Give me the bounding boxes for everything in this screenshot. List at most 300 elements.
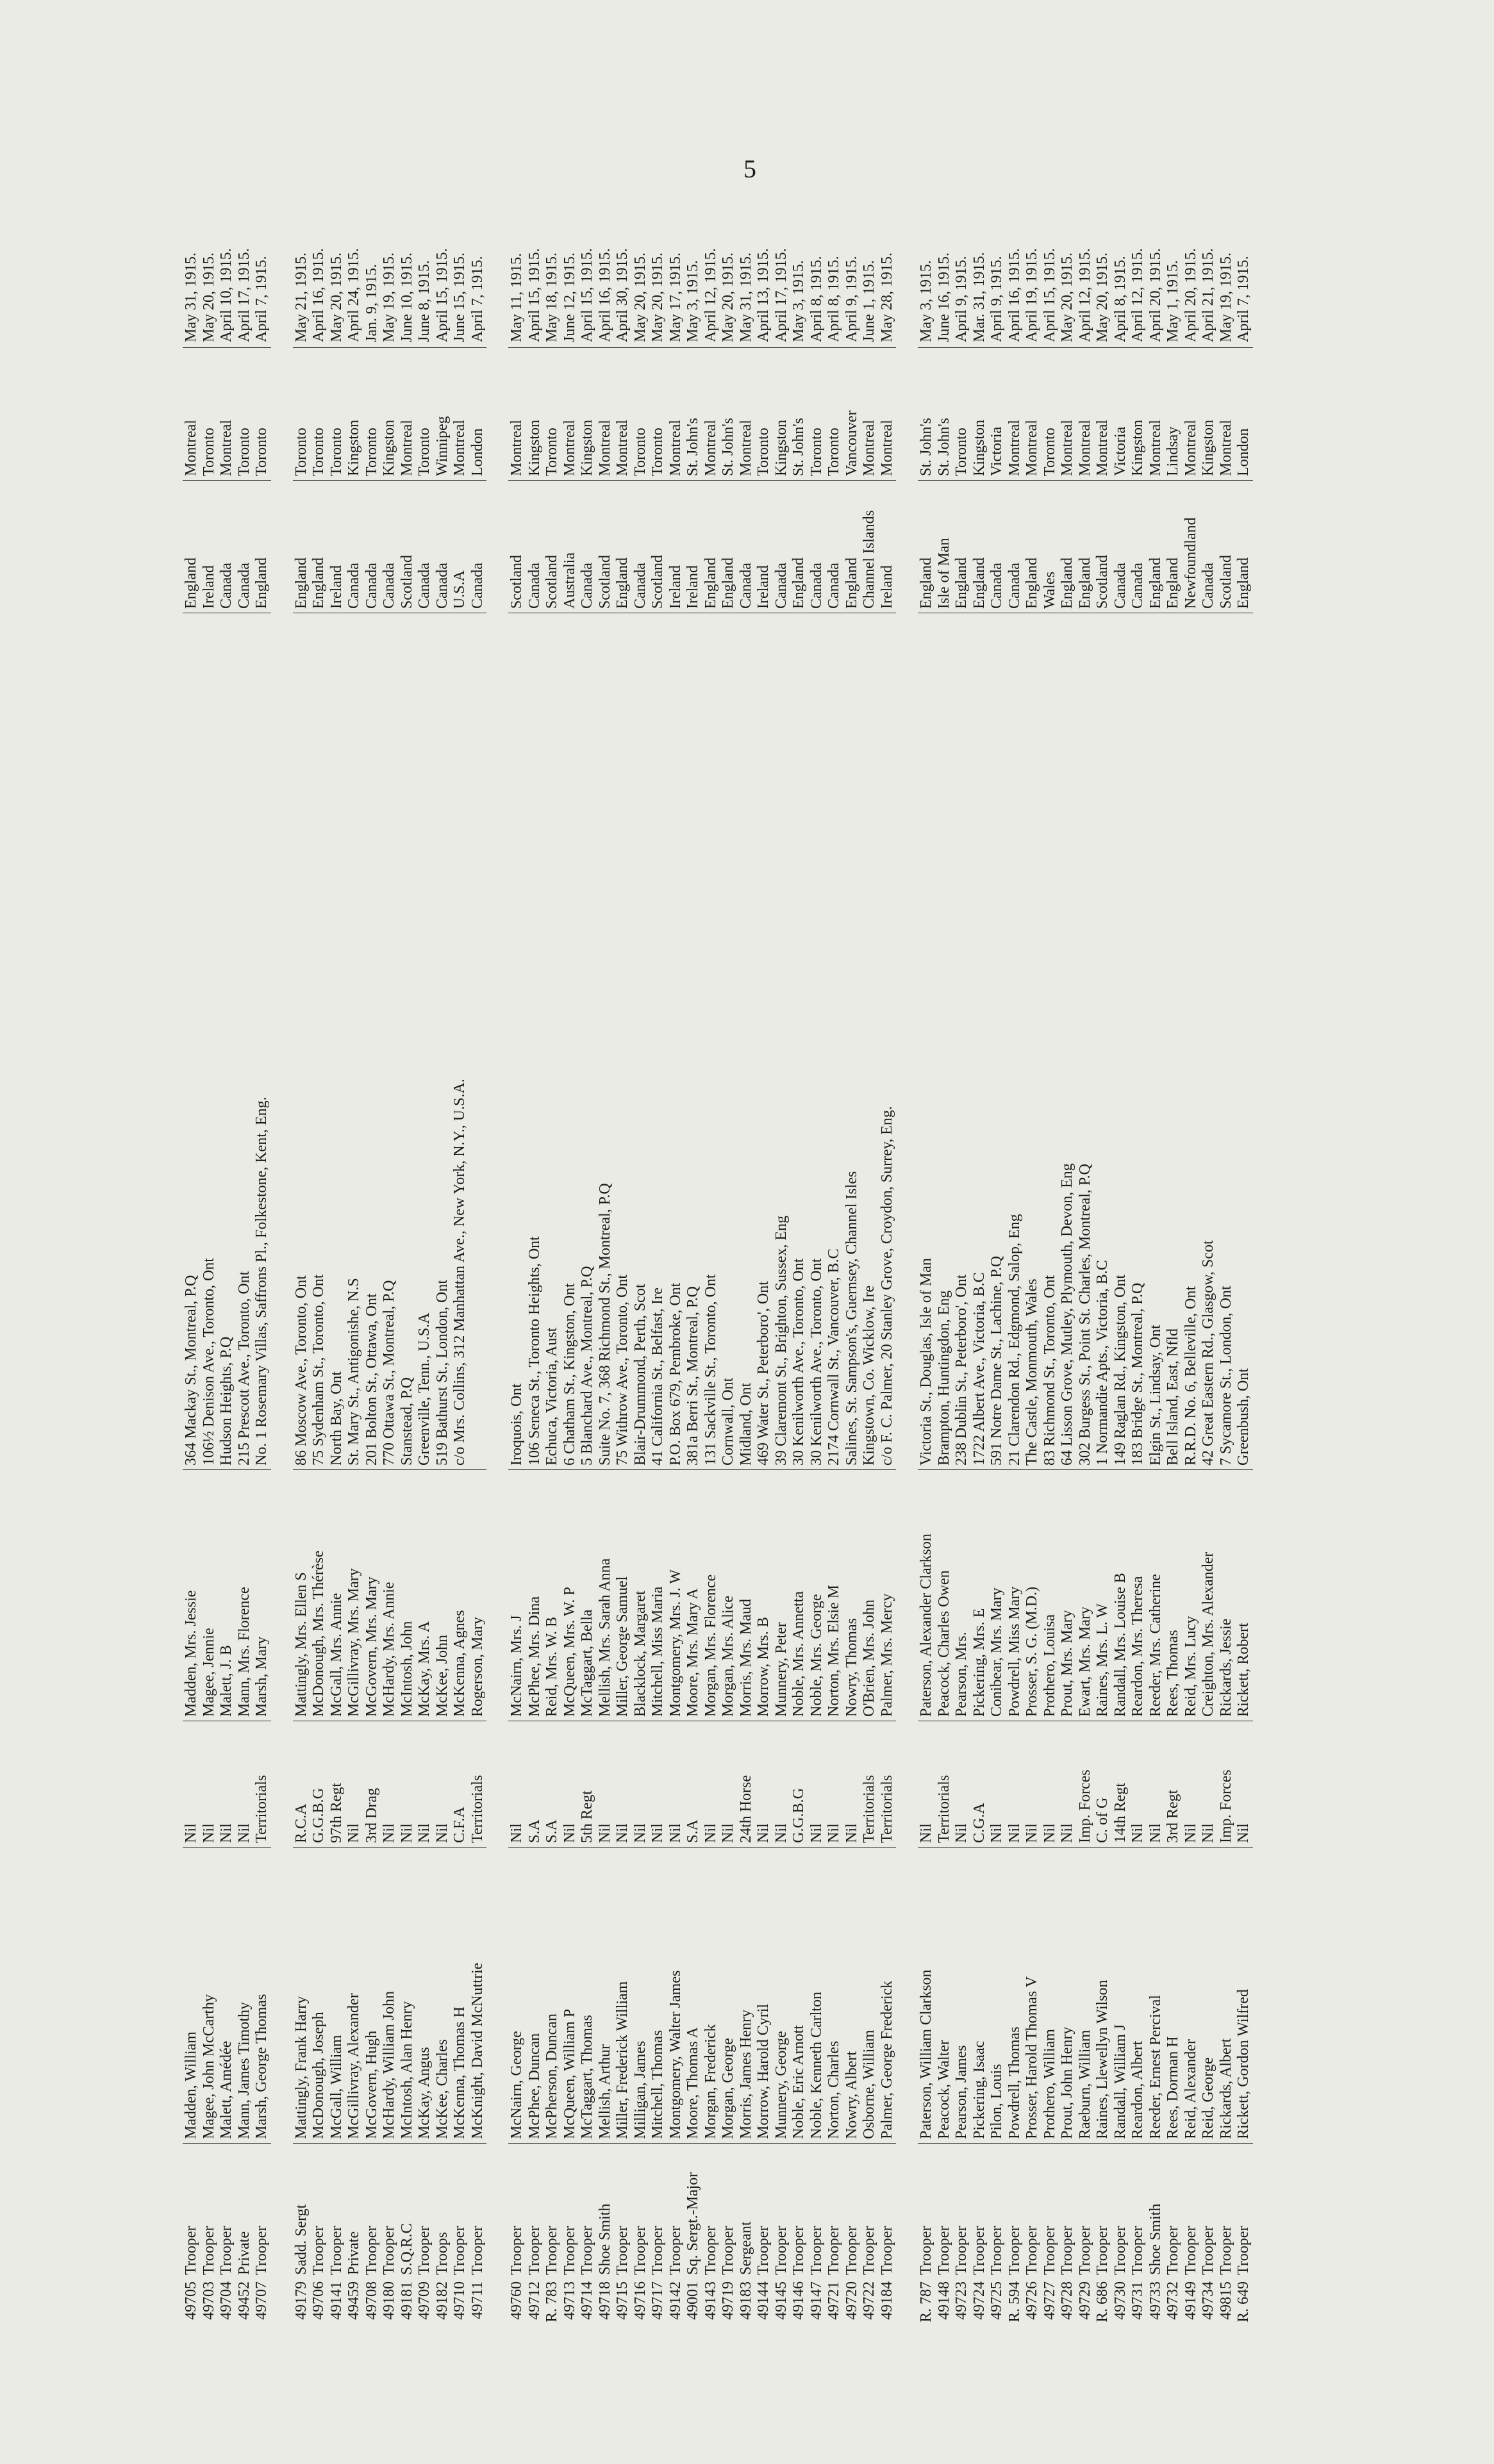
rank-cell: Trooper (808, 2143, 826, 2278)
former-corps-cell: C.F.A (451, 1721, 469, 1847)
place-of-enlistment-cell: Montreal (667, 347, 685, 480)
former-corps-cell: Nil (773, 1721, 791, 1847)
name-cell: Raines, Llewellyn Wilson (1094, 1847, 1112, 2143)
former-corps-cell: Nil (218, 1721, 236, 1847)
address-of-next-of-kin-cell: 519 Bathurst St., London, Ont (434, 613, 452, 1469)
place-of-enlistment-cell: Toronto (826, 347, 843, 480)
former-corps-cell: Nil (1147, 1721, 1165, 1847)
rank-cell: Sergeant (738, 2143, 756, 2278)
former-corps-cell: Nil (399, 1721, 417, 1847)
table-row (936, 0, 954, 2339)
rank-cell: Trooper (667, 2143, 685, 2278)
next-of-kin-cell: Prout, Mrs. Mary (1059, 1469, 1077, 1721)
former-corps-cell: S.A (544, 1721, 561, 1847)
date-of-enlistment-cell: May 20, 1915. (328, 252, 345, 342)
address-of-next-of-kin-cell: 1 Normandie Apts., Victoria, B.C (1094, 613, 1112, 1469)
next-of-kin-cell: Noble, Mrs. George (808, 1469, 826, 1721)
date-of-enlistment-cell: May 17, 1915. (667, 252, 684, 342)
address-of-next-of-kin-cell: Victoria St., Douglas, Isle of Man (918, 613, 936, 1469)
table-row (614, 0, 632, 2339)
country-of-birth-cell: England (843, 480, 861, 613)
former-corps-cell: R.C.A (293, 1721, 311, 1847)
regimental-number-cell: 49149 (1182, 2281, 1199, 2320)
regimental-number-cell: 49729 (1076, 2281, 1093, 2320)
name-cell: Reardon, Albert (1129, 1847, 1147, 2143)
rank-cell: Troops (434, 2143, 452, 2278)
table-row (1147, 0, 1165, 2339)
next-of-kin-cell: Morris, Mrs. Maud (738, 1469, 756, 1721)
former-corps-cell: 14th Regt (1112, 1721, 1130, 1847)
place-of-enlistment-cell: Toronto (201, 347, 219, 480)
country-of-birth-cell: Canada (381, 480, 399, 613)
name-cell: McTaggart, Thomas (579, 1847, 597, 2143)
table-row (310, 0, 328, 2339)
table-row (363, 0, 381, 2339)
regimental-number-cell: 49703 (200, 2281, 217, 2320)
address-of-next-of-kin-cell: Greenville, Tenn., U.S.A (416, 613, 434, 1469)
roll-section (293, 0, 487, 2339)
next-of-kin-cell: Marsh, Mary (253, 1469, 271, 1721)
rank-cell: Trooper (720, 2143, 738, 2278)
former-corps-cell: Nil (1059, 1721, 1077, 1847)
date-of-enlistment-cell: Mar. 31, 1915. (970, 252, 988, 342)
rank-cell: Trooper (649, 2143, 667, 2278)
date-of-enlistment-cell: June 15, 1915. (451, 252, 468, 342)
table-row (826, 0, 843, 2339)
table-row (328, 0, 346, 2339)
rank-cell: Sq. Sergt.-Major (685, 2143, 702, 2278)
place-of-enlistment-cell: Kingston (345, 347, 363, 480)
country-of-birth-cell: Canada (1129, 480, 1147, 613)
address-of-next-of-kin-cell: 770 Ottawa St., Montreal, P.Q (381, 613, 399, 1469)
address-of-next-of-kin-cell: St. Mary St., Antigonishe, N.S (345, 613, 363, 1469)
table-row (544, 0, 561, 2339)
place-of-enlistment-cell: Montreal (218, 347, 236, 480)
next-of-kin-cell: McTaggart, Bella (579, 1469, 597, 1721)
rank-cell: Private (345, 2143, 363, 2278)
name-cell: McDonough, Joseph (310, 1847, 328, 2143)
address-of-next-of-kin-cell: 86 Moscow Ave., Toronto, Ont (293, 613, 311, 1469)
rank-cell: Trooper (526, 2143, 544, 2278)
rank-cell: S.Q.R.C (399, 2143, 417, 2278)
country-of-birth-cell: England (1059, 480, 1077, 613)
next-of-kin-cell: Reardon, Mrs. Theresa (1129, 1469, 1147, 1721)
place-of-enlistment-cell: Vancouver (843, 347, 861, 480)
date-of-enlistment-cell: April 20, 1915. (1147, 248, 1164, 342)
name-cell: McGall, William (328, 1847, 346, 2143)
place-of-enlistment-cell: Montreal (561, 347, 579, 480)
regimental-number-cell: 49459 (345, 2281, 362, 2320)
rank-cell: Trooper (1129, 2143, 1147, 2278)
rank-cell: Trooper (1006, 2143, 1024, 2278)
date-of-enlistment-cell: May 3, 1915. (685, 260, 701, 342)
place-of-enlistment-cell: Toronto (293, 347, 311, 480)
rank-cell: Trooper (614, 2143, 632, 2278)
country-of-birth-cell: Ireland (328, 480, 346, 613)
name-cell: McKenna, Thomas H (451, 1847, 469, 2143)
next-of-kin-cell: Miller, George Samuel (614, 1469, 632, 1721)
place-of-enlistment-cell: Toronto (363, 347, 381, 480)
regimental-number-cell: 49710 (451, 2281, 468, 2320)
name-cell: Prout, John Henry (1059, 1847, 1077, 2143)
country-of-birth-cell: England (953, 480, 971, 613)
regimental-number-cell: 49712 (526, 2281, 543, 2320)
address-of-next-of-kin-cell: 30 Kenilworth Ave., Toronto, Ont (790, 613, 808, 1469)
date-of-enlistment-cell: April 7, 1915. (1235, 256, 1252, 342)
country-of-birth-cell: Newfoundland (1183, 480, 1200, 613)
former-corps-cell: Nil (843, 1721, 861, 1847)
regimental-number-cell: 49718 (596, 2281, 613, 2320)
next-of-kin-cell: Moore, Mrs. Mary A (685, 1469, 702, 1721)
next-of-kin-cell: Rickards, Jessie (1218, 1469, 1236, 1721)
next-of-kin-cell: McGall, Mrs. Annie (328, 1469, 346, 1721)
former-corps-cell: Nil (183, 1721, 201, 1847)
name-cell: Mattingly, Frank Harry (293, 1847, 311, 2143)
place-of-enlistment-cell: Toronto (632, 347, 650, 480)
country-of-birth-cell: Canada (738, 480, 756, 613)
next-of-kin-cell: Powdrell, Miss Mary (1006, 1469, 1024, 1721)
address-of-next-of-kin-cell: Suite No. 7, 368 Richmond St., Montreal, P.Q (597, 613, 615, 1469)
next-of-kin-cell: Nowry, Thomas (843, 1469, 861, 1721)
place-of-enlistment-cell: St. John's (720, 347, 738, 480)
name-cell: Paterson, William Clarkson (918, 1847, 936, 2143)
regimental-number-cell: 49760 (508, 2281, 525, 2320)
rank-cell: Trooper (861, 2143, 879, 2278)
next-of-kin-cell: Randall, Mrs. Louise B (1112, 1469, 1130, 1721)
regimental-number-cell: 49145 (772, 2281, 790, 2320)
next-of-kin-cell: Noble, Mrs. Annetta (790, 1469, 808, 1721)
country-of-birth-cell: England (253, 480, 271, 613)
date-of-enlistment-cell: April 8, 1915. (808, 256, 825, 342)
address-of-next-of-kin-cell: 381a Berri St., Montreal, P.Q (685, 613, 702, 1469)
date-of-enlistment-cell: April 8, 1915. (1111, 256, 1129, 342)
address-of-next-of-kin-cell: Blair-Drummond, Perth, Scot (632, 613, 650, 1469)
regimental-number-cell: 49706 (310, 2281, 327, 2320)
table-row (399, 0, 417, 2339)
name-cell: Noble, Eric Arnott (790, 1847, 808, 2143)
name-cell: Noble, Kenneth Carlton (808, 1847, 826, 2143)
country-of-birth-cell: Scotland (1094, 480, 1112, 613)
regimental-number-cell: 49722 (861, 2281, 877, 2320)
place-of-enlistment-cell: Lindsay (1165, 347, 1183, 480)
name-cell: McGovern, Hugh (363, 1847, 381, 2143)
address-of-next-of-kin-cell: Stanstead, P.Q (399, 613, 417, 1469)
name-cell: Munnery, George (773, 1847, 791, 2143)
country-of-birth-cell: Isle of Man (936, 480, 954, 613)
place-of-enlistment-cell: Montreal (614, 347, 632, 480)
country-of-birth-cell: England (183, 480, 201, 613)
rank-cell: Trooper (451, 2143, 469, 2278)
rank-cell: Trooper (561, 2143, 579, 2278)
regimental-number-cell: 49708 (363, 2281, 380, 2320)
country-of-birth-cell: England (1235, 480, 1253, 613)
date-of-enlistment-cell: May 1, 1915. (1165, 260, 1181, 342)
regimental-number-cell: 49726 (1024, 2281, 1040, 2320)
place-of-enlistment-cell: Montreal (451, 347, 469, 480)
former-corps-cell: 97th Regt (328, 1721, 346, 1847)
rank-cell: Trooper (936, 2143, 954, 2278)
name-cell: Madden, William (183, 1847, 201, 2143)
country-of-birth-cell: England (702, 480, 720, 613)
rank-cell: Trooper (790, 2143, 808, 2278)
former-corps-cell: C.G.A (971, 1721, 989, 1847)
table-row (293, 0, 311, 2339)
regimental-number-cell: 49146 (790, 2281, 807, 2320)
country-of-birth-cell: Canada (526, 480, 544, 613)
next-of-kin-cell: Mann, Mrs. Florence (236, 1469, 254, 1721)
address-of-next-of-kin-cell: 75 Sydenham St., Toronto, Ont (310, 613, 328, 1469)
regimental-number-cell: 49731 (1129, 2281, 1146, 2320)
former-corps-cell: Nil (1183, 1721, 1200, 1847)
name-cell: Palmer, George Frederick (879, 1847, 897, 2143)
address-of-next-of-kin-cell: 106½ Denison Ave., Toronto, Ont (201, 613, 219, 1469)
place-of-enlistment-cell: Toronto (328, 347, 346, 480)
country-of-birth-cell: Wales (1042, 480, 1059, 613)
regimental-number-cell: 49705 (183, 2281, 199, 2320)
place-of-enlistment-cell: Kingston (773, 347, 791, 480)
place-of-enlistment-cell: Toronto (1042, 347, 1059, 480)
rank-cell: Trooper (953, 2143, 971, 2278)
address-of-next-of-kin-cell: 106 Seneca St., Toronto Heights, Ont (526, 613, 544, 1469)
regimental-number-cell: 49452 (235, 2281, 253, 2320)
regimental-number-cell: 49147 (808, 2281, 825, 2320)
address-of-next-of-kin-cell: 42 Great Eastern Rd., Glasgow, Scot (1200, 613, 1218, 1469)
table-row (201, 0, 219, 2339)
address-of-next-of-kin-cell: 7 Sycamore St., London, Ont (1218, 613, 1236, 1469)
country-of-birth-cell: England (971, 480, 989, 613)
address-of-next-of-kin-cell: 5 Blanchard Ave., Montreal, P.Q (579, 613, 597, 1469)
regimental-number-cell: 49143 (702, 2281, 719, 2320)
next-of-kin-cell: Malett, J. B (218, 1469, 236, 1721)
country-of-birth-cell: Canada (773, 480, 791, 613)
regimental-number-cell: 49179 (292, 2281, 310, 2320)
address-of-next-of-kin-cell: 75 Withrow Ave., Toronto, Ont (614, 613, 632, 1469)
address-of-next-of-kin-cell: 30 Kenilworth Ave., Toronto, Ont (808, 613, 826, 1469)
place-of-enlistment-cell: Kingston (1200, 347, 1218, 480)
table-row (738, 0, 756, 2339)
regimental-number-cell: 49184 (878, 2281, 895, 2320)
date-of-enlistment-cell: Jan. 9, 1915. (363, 264, 380, 342)
place-of-enlistment-cell: Montreal (702, 347, 720, 480)
next-of-kin-cell: McKee, John (434, 1469, 452, 1721)
former-corps-cell: Nil (236, 1721, 254, 1847)
place-of-enlistment-cell: Toronto (755, 347, 773, 480)
date-of-enlistment-cell: April 10, 1915. (218, 248, 235, 342)
rank-cell: Trooper (702, 2143, 720, 2278)
date-of-enlistment-cell: April 12, 1915. (1076, 248, 1093, 342)
table-row (918, 0, 936, 2339)
table-row (253, 0, 271, 2339)
name-cell: Reeder, Ernest Percival (1147, 1847, 1165, 2143)
former-corps-cell: Territorials (861, 1721, 879, 1847)
table-row (702, 0, 720, 2339)
table-row (971, 0, 989, 2339)
regimental-number-cell: 49142 (667, 2281, 684, 2320)
country-of-birth-cell: Ireland (201, 480, 219, 613)
name-cell: Powdrell, Thomas (1006, 1847, 1024, 2143)
rank-cell: Trooper (183, 2143, 201, 2278)
table-row (790, 0, 808, 2339)
place-of-enlistment-cell: Toronto (649, 347, 667, 480)
address-of-next-of-kin-cell: Greenbush, Ont (1235, 613, 1253, 1469)
former-corps-cell: Nil (826, 1721, 843, 1847)
country-of-birth-cell: England (918, 480, 936, 613)
date-of-enlistment-cell: June 12, 1915. (561, 252, 578, 342)
date-of-enlistment-cell: April 15, 1915. (579, 248, 595, 342)
next-of-kin-cell: Ewart, Mrs. Mary (1077, 1469, 1095, 1721)
next-of-kin-cell: Prothero, Louisa (1042, 1469, 1059, 1721)
rank-cell: Trooper (1024, 2143, 1042, 2278)
name-cell: McKee, Charles (434, 1847, 452, 2143)
rank-cell: Trooper (1059, 2143, 1077, 2278)
date-of-enlistment-cell: April 16, 1915. (1006, 248, 1023, 342)
rank-cell: Trooper (1235, 2143, 1253, 2278)
address-of-next-of-kin-cell: Bell Island, East, Nfld (1165, 613, 1183, 1469)
former-corps-cell: Nil (720, 1721, 738, 1847)
address-of-next-of-kin-cell: Elgin St., Lindsay, Ont (1147, 613, 1165, 1469)
name-cell: Randall, William J (1112, 1847, 1130, 2143)
former-corps-cell: Nil (1129, 1721, 1147, 1847)
address-of-next-of-kin-cell: 183 Bridge St., Montreal, P.Q (1129, 613, 1147, 1469)
next-of-kin-cell: Mellish, Mrs. Sarah Anna (597, 1469, 615, 1721)
table-row (469, 0, 487, 2339)
date-of-enlistment-cell: June 8, 1915. (416, 260, 433, 342)
address-of-next-of-kin-cell: 64 Lisson Grove, Mutley, Plymouth, Devon, Eng (1059, 613, 1077, 1469)
table-row (183, 0, 201, 2339)
former-corps-cell: Nil (614, 1721, 632, 1847)
rank-cell: Trooper (988, 2143, 1006, 2278)
table-row (561, 0, 579, 2339)
address-of-next-of-kin-cell: 2174 Cornwall St., Vancouver, B.C (826, 613, 843, 1469)
date-of-enlistment-cell: April 17, 1915. (772, 248, 790, 342)
name-cell: McNairn, George (508, 1847, 526, 2143)
regimental-number-cell: 49723 (953, 2281, 970, 2320)
rank-cell: Trooper (1200, 2143, 1218, 2278)
address-of-next-of-kin-cell: The Castle, Monmouth, Wales (1024, 613, 1042, 1469)
rank-cell: Trooper (1094, 2143, 1112, 2278)
name-cell: Morgan, Frederick (702, 1847, 720, 2143)
rank-cell: Trooper (971, 2143, 989, 2278)
table-row (1006, 0, 1024, 2339)
rank-cell: Trooper (1218, 2143, 1236, 2278)
next-of-kin-cell: Creighton, Mrs. Alexander (1200, 1469, 1218, 1721)
name-cell: Reid, Alexander (1183, 1847, 1200, 2143)
address-of-next-of-kin-cell (469, 613, 487, 1469)
country-of-birth-cell: Canada (218, 480, 236, 613)
address-of-next-of-kin-cell: 21 Clarendon Rd., Edgmond, Salop, Eng (1006, 613, 1024, 1469)
table-row (953, 0, 971, 2339)
former-corps-cell: S.A (685, 1721, 702, 1847)
table-row (773, 0, 791, 2339)
name-cell: Magee, John McCarthy (201, 1847, 219, 2143)
date-of-enlistment-cell: May 31, 1915. (183, 252, 199, 342)
rank-cell: Trooper (826, 2143, 843, 2278)
former-corps-cell: Territorials (936, 1721, 954, 1847)
country-of-birth-cell: Canada (1006, 480, 1024, 613)
rank-cell: Trooper (508, 2143, 526, 2278)
rank-cell: Trooper (632, 2143, 650, 2278)
table-row (1165, 0, 1183, 2339)
country-of-birth-cell: Canada (236, 480, 254, 613)
next-of-kin-cell: McKay, Mrs. A (416, 1469, 434, 1721)
regimental-number-cell: 49715 (614, 2281, 631, 2320)
rank-cell: Trooper (843, 2143, 861, 2278)
rank-cell: Trooper (755, 2143, 773, 2278)
date-of-enlistment-cell: May 20, 1915. (200, 252, 217, 342)
place-of-enlistment-cell: St. John's (918, 347, 936, 480)
date-of-enlistment-cell: April 30, 1915. (614, 248, 631, 342)
regimental-number-cell: R. 686 (1094, 2281, 1111, 2323)
date-of-enlistment-cell: April 13, 1915. (755, 248, 772, 342)
table-row (755, 0, 773, 2339)
regimental-number-cell: 49714 (579, 2281, 595, 2320)
country-of-birth-cell: Canada (808, 480, 826, 613)
date-of-enlistment-cell: April 24, 1915. (345, 248, 362, 342)
country-of-birth-cell: Ireland (667, 480, 685, 613)
country-of-birth-cell: Australia (561, 480, 579, 613)
address-of-next-of-kin-cell: 302 Burgess St., Point St. Charles, Montreal, P.Q (1077, 613, 1095, 1469)
address-of-next-of-kin-cell: 6 Chatham St., Kingston, Ont (561, 613, 579, 1469)
table-row (1112, 0, 1130, 2339)
rank-cell: Shoe Smith (597, 2143, 615, 2278)
place-of-enlistment-cell: Kingston (526, 347, 544, 480)
date-of-enlistment-cell: May 28, 1915. (878, 252, 895, 342)
name-cell: Marsh, George Thomas (253, 1847, 271, 2143)
date-of-enlistment-cell: June 1, 1915. (861, 260, 877, 342)
place-of-enlistment-cell: Victoria (1112, 347, 1130, 480)
address-of-next-of-kin-cell: No. 1 Rosemary Villas, Saffrons Pl., Folkestone, Kent, Eng. (253, 613, 271, 1469)
place-of-enlistment-cell: Montreal (879, 347, 897, 480)
regimental-number-cell: 49001 (685, 2281, 701, 2320)
rank-cell: Trooper (328, 2143, 346, 2278)
former-corps-cell: Nil (1042, 1721, 1059, 1847)
address-of-next-of-kin-cell: 41 California St., Belfast, Ire (649, 613, 667, 1469)
name-cell: Pilon, Louis (988, 1847, 1006, 2143)
next-of-kin-cell: Mitchell, Miss Maria (649, 1469, 667, 1721)
regimental-number-cell: 49727 (1041, 2281, 1058, 2320)
place-of-enlistment-cell: Montreal (1094, 347, 1112, 480)
date-of-enlistment-cell: April 9, 1915. (953, 256, 970, 342)
table-row (1042, 0, 1059, 2339)
table-row (345, 0, 363, 2339)
name-cell: Rickett, Gordon Wilfred (1235, 1847, 1253, 2143)
place-of-enlistment-cell: Toronto (236, 347, 254, 480)
regimental-number-cell: 49724 (970, 2281, 988, 2320)
country-of-birth-cell: Ireland (879, 480, 897, 613)
rank-cell: Trooper (218, 2143, 236, 2278)
date-of-enlistment-cell: May 20, 1915. (649, 252, 666, 342)
table-row (597, 0, 615, 2339)
place-of-enlistment-cell: Montreal (399, 347, 417, 480)
former-corps-cell: Nil (381, 1721, 399, 1847)
table-row (879, 0, 897, 2339)
address-of-next-of-kin-cell: 1722 Albert Ave., Victoria, B.C (971, 613, 989, 1469)
next-of-kin-cell: McIntosh, John (399, 1469, 417, 1721)
next-of-kin-cell: McQueen, Mrs. W. P (561, 1469, 579, 1721)
name-cell: Miller, Frederick William (614, 1847, 632, 2143)
place-of-enlistment-cell: Winnipeg (434, 347, 452, 480)
place-of-enlistment-cell: Kingston (579, 347, 597, 480)
former-corps-cell: Nil (632, 1721, 650, 1847)
date-of-enlistment-cell: April 16, 1915. (596, 248, 613, 342)
date-of-enlistment-cell: May 21, 1915. (292, 252, 310, 342)
country-of-birth-cell: Canada (632, 480, 650, 613)
country-of-birth-cell: England (1024, 480, 1042, 613)
table-row (1059, 0, 1077, 2339)
regimental-number-cell: 49717 (649, 2281, 666, 2320)
table-row (416, 0, 434, 2339)
place-of-enlistment-cell: St. John's (790, 347, 808, 480)
